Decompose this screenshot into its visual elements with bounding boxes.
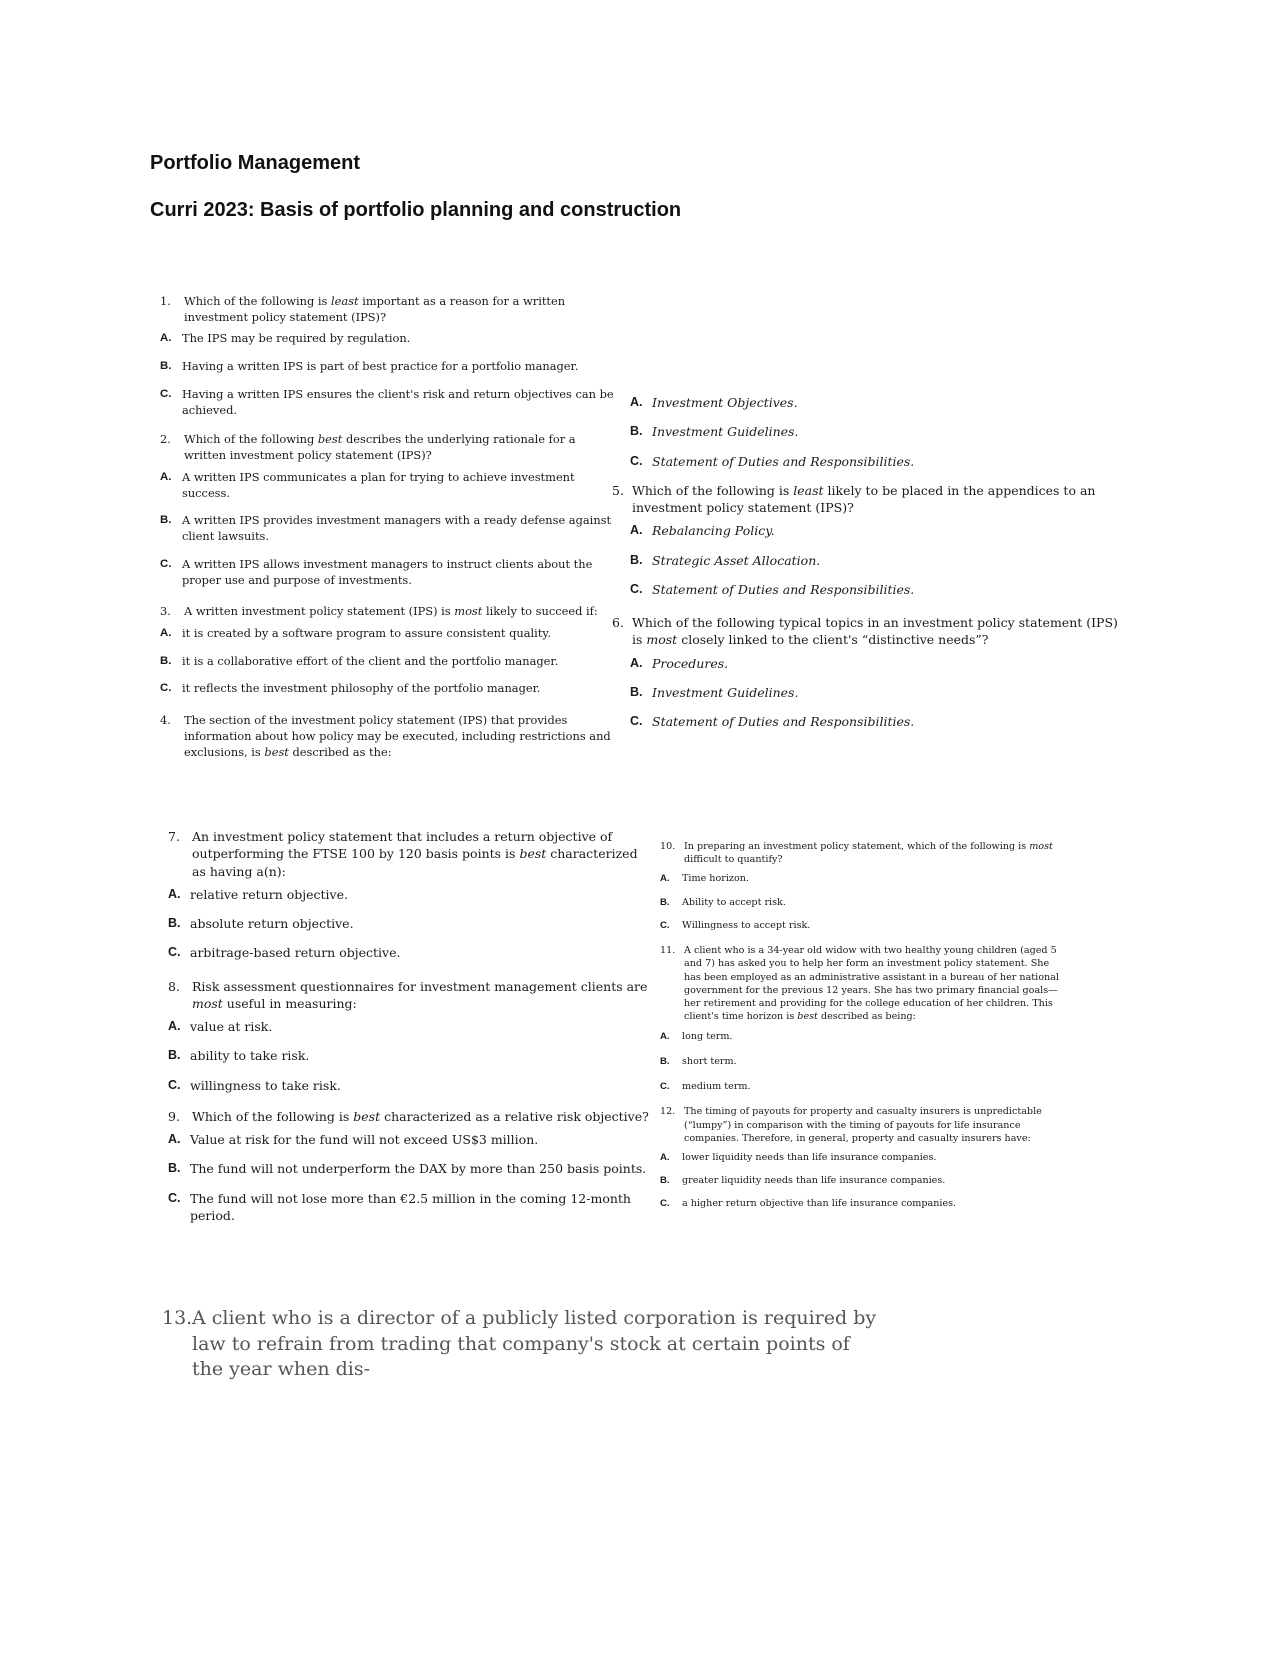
question-3-option-b: B. it is a collaborative effort of the client and the portfolio manager. (160, 653, 559, 668)
question-5-option-c: C. Statement of Duties and Responsibilities. (630, 581, 915, 597)
question-group-10-12 (660, 840, 1065, 1211)
question-2-option-a: A. A written IPS communicates a plan for trying to achieve investment success. (160, 469, 575, 500)
question-1-stem: 1. Which of the following is least important as a reason for a written investment policy statement (IPS)? (160, 294, 566, 324)
question-group-4-6 (612, 394, 1120, 730)
question-1-option-b: B. Having a written IPS is part of best practice for a portfolio manager. (160, 359, 579, 374)
question-6 (612, 614, 1120, 730)
question-4-option-a: A. Investment Objectives. (630, 395, 798, 410)
question-2-option-b: B. A written IPS provides investment managers with a ready defense against client lawsuits. (160, 513, 612, 544)
question-4-option-c: C. Statement of Duties and Responsibilities. (630, 453, 915, 469)
question-8-stem: 8. Risk assessment questionnaires for investment management clients are most useful in measuring: (168, 978, 648, 1011)
question-group-7-9 (168, 828, 653, 1224)
question-4-option-b: B. Investment Guidelines. (630, 424, 799, 440)
question-group-1-4 (160, 294, 620, 760)
question-6-option-b: B. Investment Guidelines. (630, 684, 799, 700)
question-8-option-a: A. value at risk. (168, 1019, 273, 1034)
question-7-option-c: C. arbitrage-based return objective. (168, 945, 401, 961)
question-10-option-b: B. Ability to accept risk. (660, 896, 786, 908)
question-2 (160, 432, 620, 588)
question-10 (660, 840, 1065, 932)
question-8-option-b: B. ability to take risk. (168, 1048, 310, 1064)
question-6-stem: 6. Which of the following typical topics in an investment policy statement (IPS) is most closely linked to the client's “distinctive needs”? (612, 615, 1118, 648)
question-3-option-c: C. it reflects the investment philosophy of the portfolio manager. (160, 681, 541, 696)
question-12-option-b: B. greater liquidity needs than life insurance companies. (660, 1175, 946, 1187)
question-2-stem: 2. Which of the following best describes the underlying rationale for a written investment policy statement (IPS)? (160, 432, 576, 463)
question-11-stem: 11. A client who is a 34-year old widow with two healthy young children (aged 5 and 7) has asked you to help her form an investment policy statement. She has been employed as an administrative assistant in a bureau of her national government for the previous 12 years. She has two primary financial goals—her retirement and providing for the college education of her children. This client's time horizon is best described as being: (660, 945, 1059, 1023)
question-12-option-a: A. lower liquidity needs than life insurance companies. (660, 1151, 937, 1163)
question-4 (160, 713, 620, 760)
question-1-option-a: A. The IPS may be required by regulation. (160, 331, 411, 346)
document-subject: Portfolio Management (150, 152, 361, 174)
question-11-option-c: C. medium term. (660, 1081, 751, 1093)
question-9-option-a: A. Value at risk for the fund will not exceed US$3 million. (168, 1132, 539, 1147)
document-title: Curri 2023: Basis of portfolio planning and construction (150, 199, 682, 221)
question-12 (660, 1105, 1065, 1210)
question-1-option-c: C. Having a written IPS ensures the client's risk and return objectives can be achieved. (160, 386, 614, 417)
question-6-option-c: C. Statement of Duties and Responsibilities. (630, 714, 915, 729)
question-11-option-b: B. short term. (660, 1055, 737, 1067)
question-10-option-c: C. Willingness to accept risk. (660, 919, 811, 931)
question-7 (168, 828, 653, 962)
question-3-option-a: A. it is created by a software program to assure consistent quality. (160, 626, 551, 641)
question-6-option-a: A. Procedures. (630, 655, 729, 671)
question-10-option-a: A. Time horizon. (660, 873, 749, 885)
question-7-option-a: A. relative return objective. (168, 886, 348, 902)
question-11 (660, 944, 1065, 1093)
question-10-stem: 10. In preparing an investment policy statement, which of the following is most difficult to quantify? (660, 841, 1053, 866)
question-7-option-b: B. absolute return objective. (168, 916, 354, 931)
question-9-option-b: B. The fund will not underperform the DAX by more than 250 basis points. (168, 1161, 647, 1177)
question-11-option-a: A. long term. (660, 1030, 733, 1042)
question-13 (162, 1306, 882, 1383)
question-5-option-b: B. Strategic Asset Allocation. (630, 552, 821, 568)
question-9-option-c: C. The fund will not lose more than €2.5 million in the coming 12-month period. (168, 1190, 631, 1223)
question-8-option-c: C. willingness to take risk. (168, 1077, 341, 1093)
question-5-stem: 5. Which of the following is least likely to be placed in the appendices to an investment policy statement (IPS)? (612, 482, 1096, 515)
question-4-stem: 4. The section of the investment policy statement (IPS) that provides information about how policy may be executed, including restrictions and exclusions, is best described as the: (160, 713, 611, 759)
question-2-option-c: C. A written IPS allows investment managers to instruct clients about the proper use and purpose of investments. (160, 556, 593, 587)
question-3-stem: 3. A written investment policy statement (IPS) is most likely to succeed if: (160, 604, 598, 619)
question-12-option-c: C. a higher return objective than life insurance companies. (660, 1198, 957, 1210)
question-12-stem: 12. The timing of payouts for property and casualty insurers is unpredictable (“lumpy”) in comparison with the timing of payouts for life insurance companies. Therefore, in general, property and casualty insurers have: (660, 1106, 1042, 1144)
question-7-stem: 7. An investment policy statement that includes a return objective of outperforming the FTSE 100 by 120 basis points is best characterized as having a(n): (168, 829, 638, 879)
question-5-option-a: A. Rebalancing Policy. (630, 523, 775, 539)
question-9 (168, 1108, 653, 1224)
question-1 (160, 294, 620, 418)
question-8 (168, 978, 653, 1094)
question-5 (612, 482, 1120, 598)
question-13-stem: 13. A client who is a director of a publicly listed corporation is required by law to refrain from trading that company's stock at certain points of the year when dis- (162, 1307, 877, 1381)
question-3 (160, 604, 620, 697)
question-9-stem: 9. Which of the following is best characterized as a relative risk objective? (168, 1108, 649, 1124)
